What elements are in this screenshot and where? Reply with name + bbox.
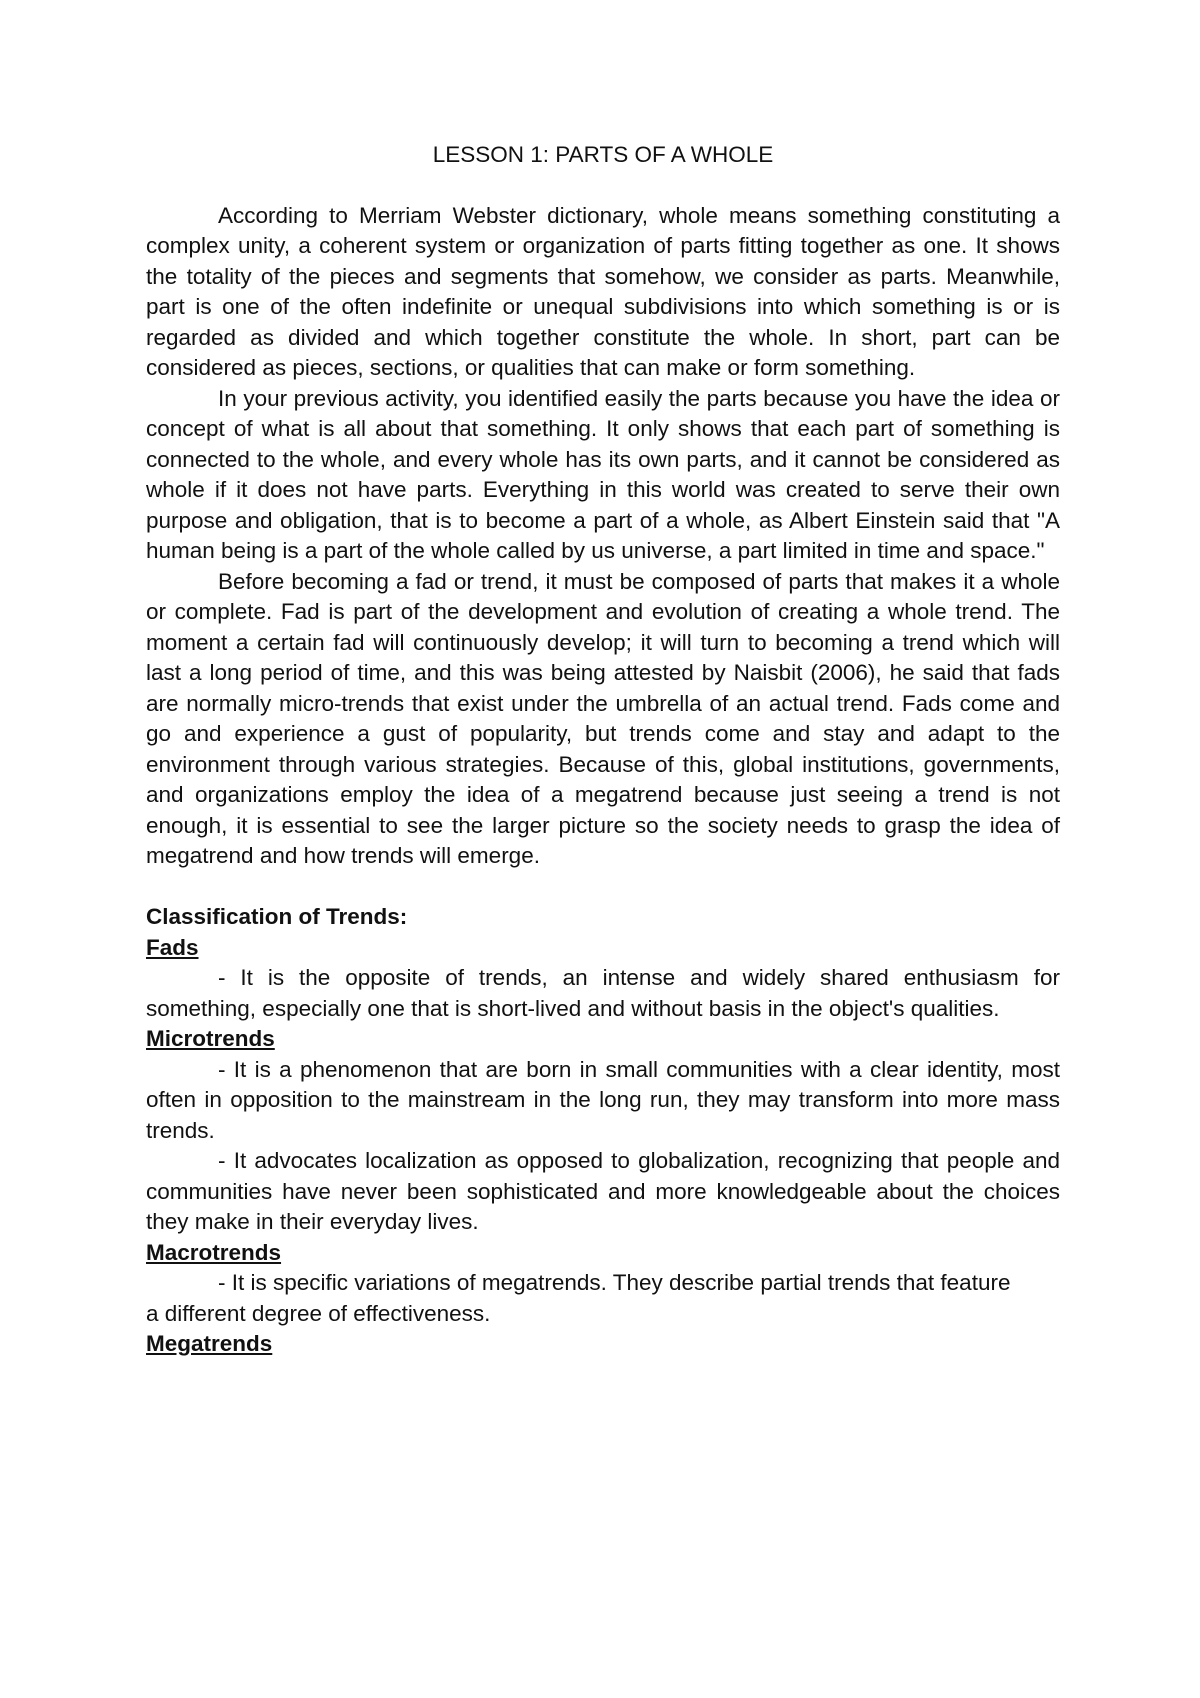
macrotrends-description-2: a different degree of effectiveness. <box>146 1300 491 1326</box>
paragraph-whole-definition: According to Merriam Webster dictionary, whole means something constituting a complex unity, a coherent system or organization of parts fitting together as one. It shows the totality of the pieces and segments that somehow, we consider as parts. Meanwhile, part is one of the often indefinite or unequal subdivisions into which something is or is regarded as divided and which together constitute the whole. In short, part can be considered as pieces, sections, or qualities that can make or form something. <box>146 202 1060 380</box>
classification-heading: Classification of Trends: <box>146 904 408 929</box>
macrotrends-subheading: Macrotrends <box>146 1239 282 1265</box>
microtrends-description-2: - It advocates localization as opposed to globalization, recognizing that people and communities have never been sophisticated and more knowledgeable about the choices they make in their everyday lives. <box>146 1148 1060 1234</box>
paragraph-previous-activity: In your previous activity, you identified easily the parts because you have the idea or concept of what is all about that something. It only shows that each part of something is connected to the whole, and every whole has its own parts, and it cannot be considered as whole if it does not have parts. Everything in this world was created to serve their own purpose and obligation, that is to become a part of a whole, as Albert Einstein said that "A human being is a part of the whole called by us universe, a part limited in time and space." <box>146 385 1060 563</box>
microtrends-description-1: - It is a phenomenon that are born in small communities with a clear identity, most often in opposition to the mainstream in the long run, they may transform into more mass trends. <box>146 1056 1060 1143</box>
macrotrends-description-1: - It is specific variations of megatrends. They describe partial trends that feature <box>218 1270 1011 1295</box>
megatrends-subheading: Megatrends <box>146 1331 273 1356</box>
fads-description: - It is the opposite of trends, an intense and widely shared enthusiasm for something, especially one that is short-lived and without basis in the object's qualities. <box>146 965 1060 1021</box>
page-title: LESSON 1: PARTS OF A WHOLE <box>432 142 774 167</box>
microtrends-subheading: Microtrends <box>146 1026 275 1051</box>
fads-subheading: Fads <box>146 934 199 960</box>
paragraph-fad-trend: Before becoming a fad or trend, it must be composed of parts that makes it a whole or complete. Fad is part of the development and evolution of creating a whole trend. The moment a certain fad will continuously develop; it will turn to becoming a trend which will last a long period of time, and this was being attested by Naisbit (2006), he said that fads are normally micro-trends that exist under the umbrella of an actual trend. Fads come and go and experience a gust of popularity, but trends come and stay and adapt to the environment through various strategies. Because of this, global institutions, governments, and organizations employ the idea of a megatrend because just seeing a trend is not enough, it is essential to see the larger picture so the society needs to grasp the idea of megatrend and how trends will emerge. <box>146 568 1060 868</box>
document-page <box>146 140 1060 1360</box>
